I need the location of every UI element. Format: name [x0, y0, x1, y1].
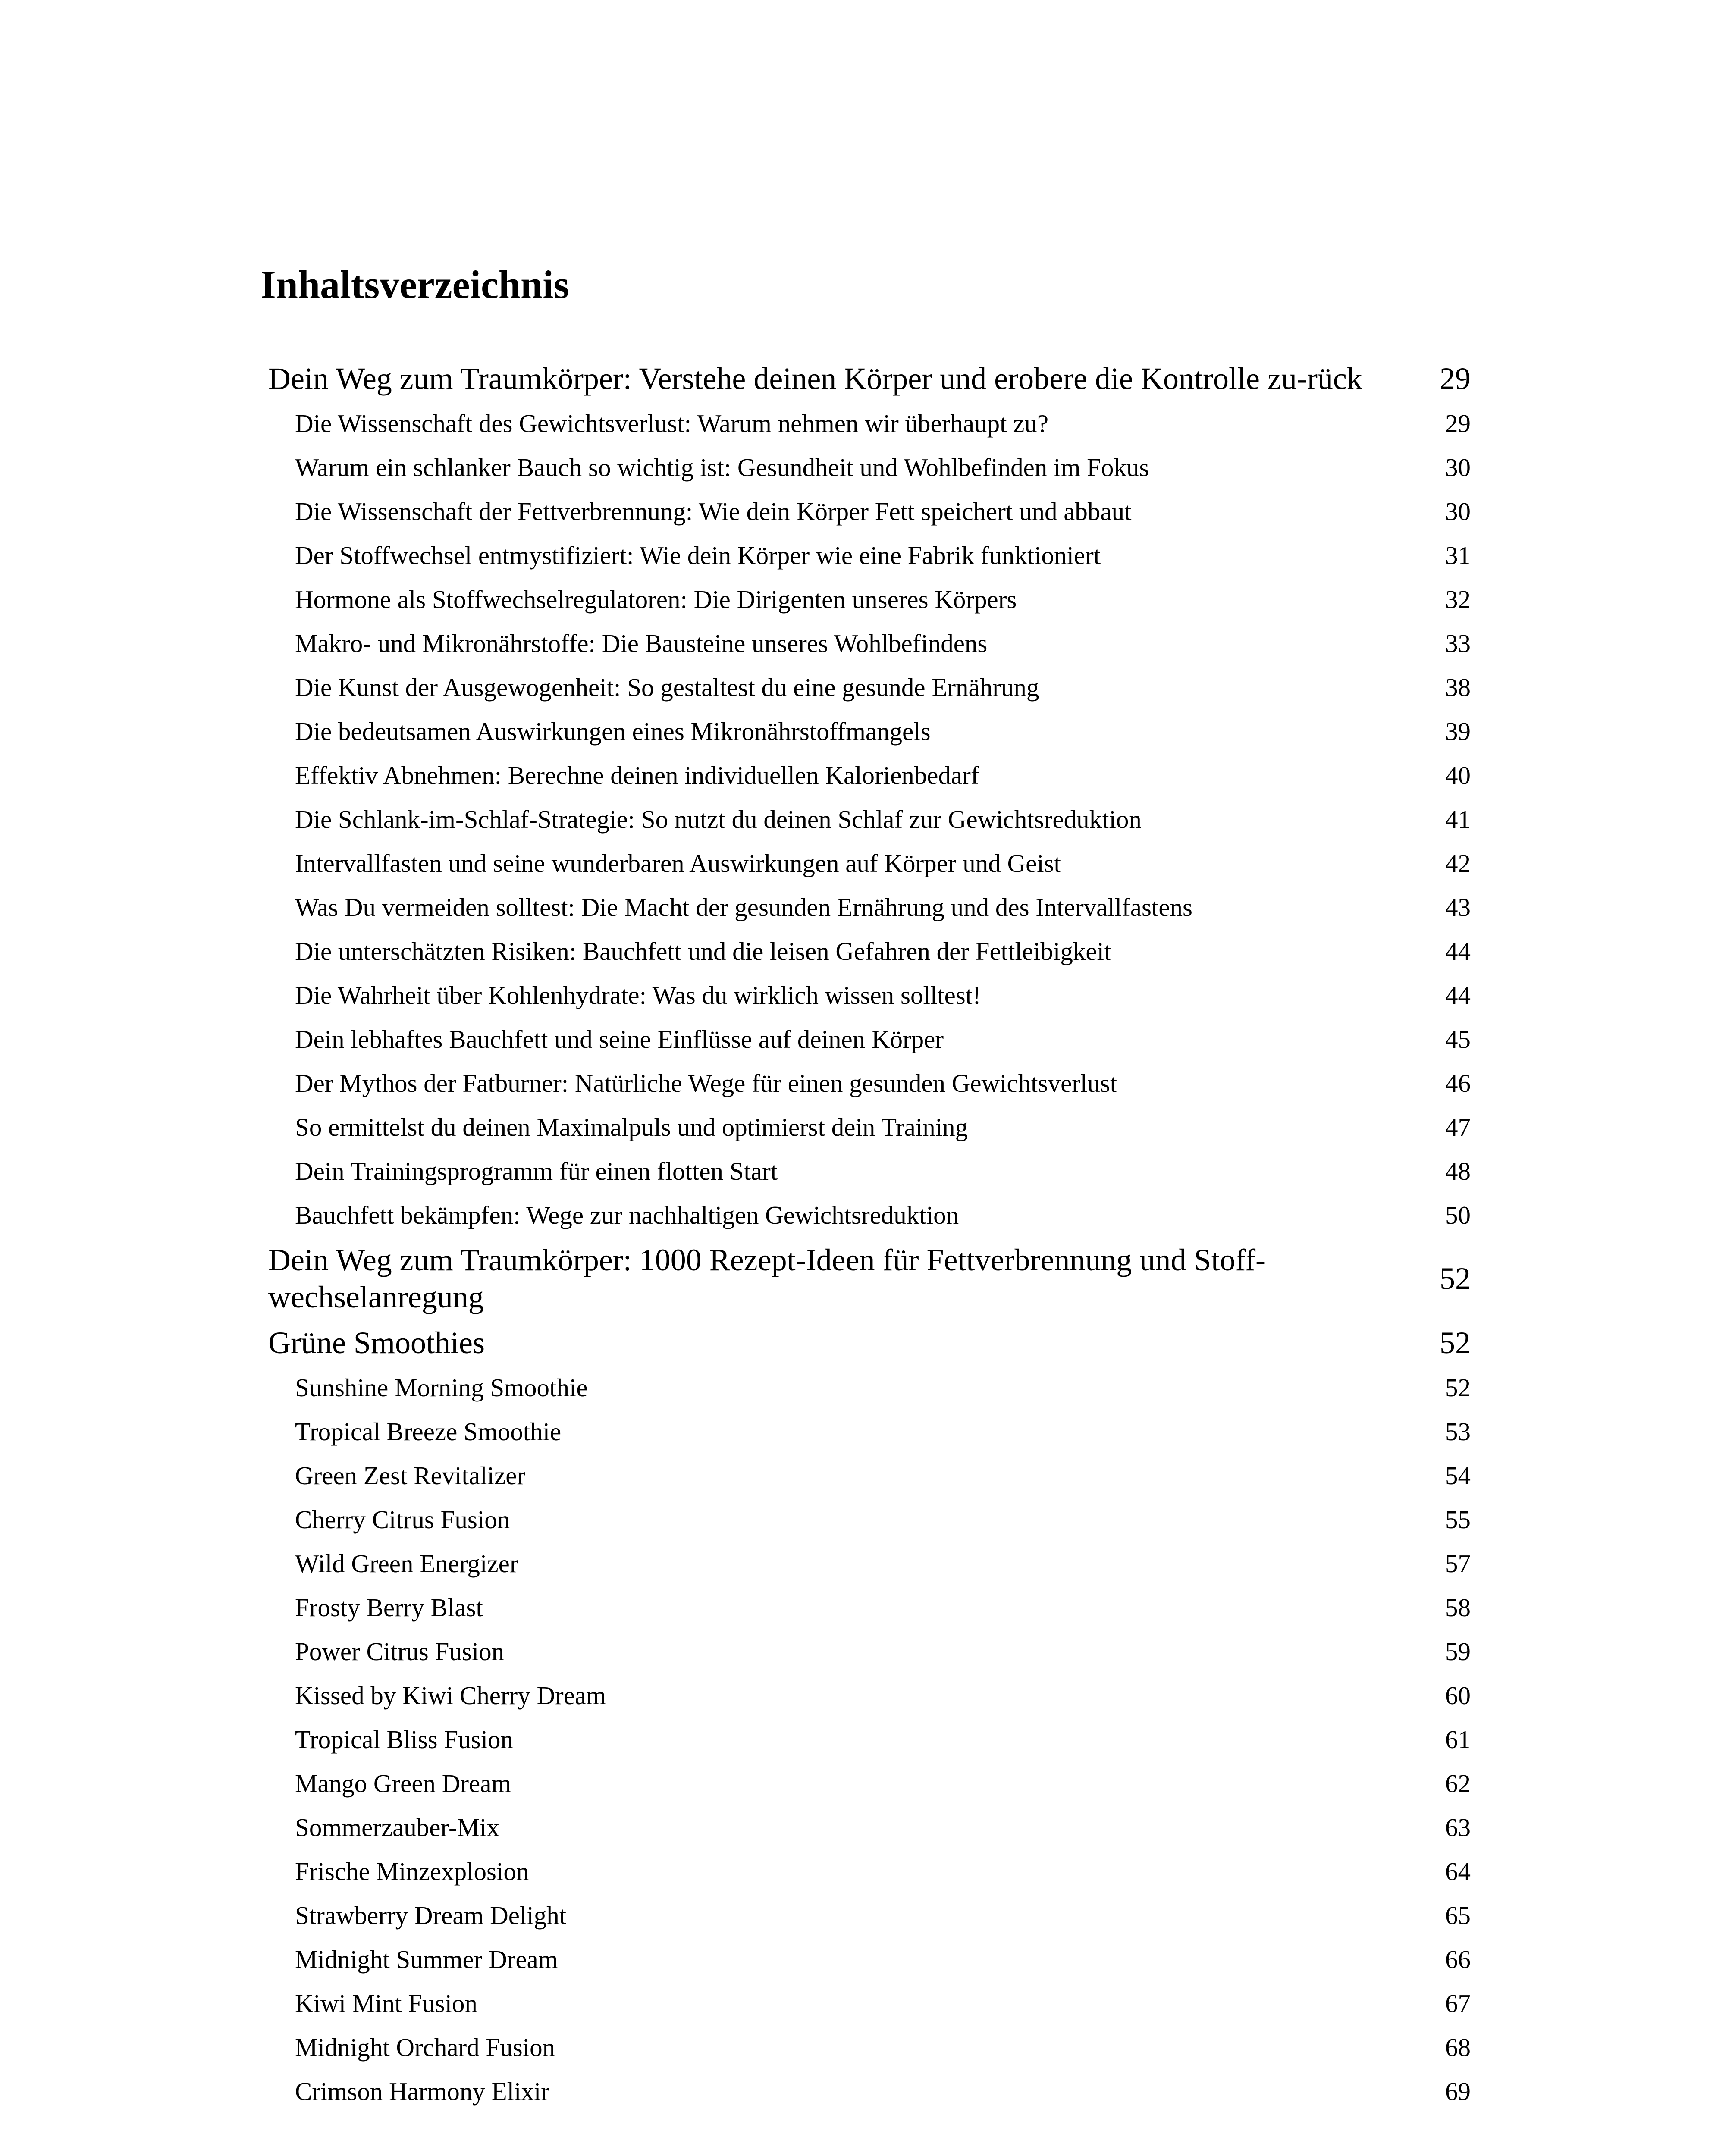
toc-entry-page: 52	[1440, 1326, 1471, 1360]
toc-entry-page: 67	[1445, 1989, 1471, 2018]
toc-section-entry[interactable]	[268, 577, 1471, 621]
toc-entry-page: 29	[1440, 361, 1471, 396]
toc-entry-title: Was Du vermeiden solltest: Die Macht der gesunden Ernährung und des Intervallfastens	[295, 893, 1192, 921]
toc-entry-page: 29	[1445, 409, 1471, 438]
toc-entry-title: Die bedeutsamen Auswirkungen eines Mikronährstoffmangels	[295, 717, 931, 746]
toc-section-entry[interactable]	[268, 753, 1471, 797]
toc-entry-page: 44	[1445, 937, 1471, 965]
toc-chapter-entry[interactable]	[268, 1320, 1471, 1366]
toc-entry-page: 54	[1445, 1461, 1471, 1490]
toc-section-entry[interactable]	[268, 841, 1471, 885]
toc-section-entry[interactable]	[268, 1673, 1471, 1717]
toc-entry-page: 53	[1445, 1417, 1471, 1446]
toc-entry-title: Crimson Harmony Elixir	[295, 2077, 549, 2106]
toc-section-entry[interactable]	[268, 2025, 1471, 2069]
toc-heading: Inhaltsverzeichnis	[260, 263, 569, 307]
toc-entry-title: Die Wissenschaft des Gewichtsverlust: Warum nehmen wir überhaupt zu?	[295, 409, 1049, 438]
toc-entry-title: Mango Green Dream	[295, 1769, 511, 1798]
toc-section-entry[interactable]	[268, 1149, 1471, 1193]
toc-section-entry[interactable]	[268, 929, 1471, 973]
toc-entry-page: 68	[1445, 2033, 1471, 2062]
toc-section-entry[interactable]	[268, 1586, 1471, 1630]
toc-entry-title: Dein Trainingsprogramm für einen flotten Start	[295, 1157, 778, 1185]
toc-section-entry[interactable]	[268, 885, 1471, 929]
toc-entry-title: Wild Green Energizer	[295, 1549, 518, 1578]
toc-chapter-entry[interactable]	[268, 356, 1471, 401]
toc-entry-page: 47	[1445, 1113, 1471, 1141]
toc-entry-page: 38	[1445, 673, 1471, 702]
toc-section-entry[interactable]	[268, 2069, 1471, 2113]
toc-entry-page: 63	[1445, 1813, 1471, 1842]
toc-section-entry[interactable]	[268, 1981, 1471, 2025]
toc-entry-page: 41	[1445, 805, 1471, 834]
toc-chapter-entry[interactable]	[268, 1237, 1471, 1320]
toc-entry-page: 43	[1445, 893, 1471, 921]
toc-section-entry[interactable]	[268, 1410, 1471, 1454]
toc-section-entry[interactable]	[268, 709, 1471, 753]
toc-entry-title: Cherry Citrus Fusion	[295, 1505, 510, 1534]
toc-entry-title: Tropical Bliss Fusion	[295, 1725, 513, 1754]
toc-entry-title: Kissed by Kiwi Cherry Dream	[295, 1681, 606, 1710]
toc-section-entry[interactable]	[268, 621, 1471, 665]
toc-entry-title: Dein Weg zum Traumkörper: 1000 Rezept-Ideen für Fettverbrennung und Stoff-wechselanregung	[268, 1243, 1266, 1314]
toc-entry-page: 60	[1445, 1681, 1471, 1710]
toc-section-entry[interactable]	[268, 665, 1471, 709]
toc-section-entry[interactable]	[268, 973, 1471, 1017]
toc-section-entry[interactable]	[268, 1498, 1471, 1542]
toc-entry-title: Makro- und Mikronährstoffe: Die Bausteine unseres Wohlbefindens	[295, 629, 988, 658]
toc-entry-title: Warum ein schlanker Bauch so wichtig ist: Gesundheit und Wohlbefinden im Fokus	[295, 453, 1149, 482]
toc-entry-page: 62	[1445, 1769, 1471, 1798]
toc-entry-title: Midnight Orchard Fusion	[295, 2033, 555, 2062]
toc-section-entry[interactable]	[268, 1630, 1471, 1673]
toc-entry-title: Dein lebhaftes Bauchfett und seine Einflüsse auf deinen Körper	[295, 1025, 944, 1053]
toc-entry-page: 39	[1445, 717, 1471, 746]
toc-entry-page: 58	[1445, 1593, 1471, 1622]
toc-section-entry[interactable]	[268, 1761, 1471, 1805]
toc-entry-title: Grüne Smoothies	[268, 1326, 485, 1360]
toc-entry-title: Dein Weg zum Traumkörper: Verstehe deinen Körper und erobere die Kontrolle zu-rück	[268, 361, 1362, 396]
toc-section-entry[interactable]	[268, 445, 1471, 489]
toc-entry-title: Hormone als Stoffwechselregulatoren: Die Dirigenten unseres Körpers	[295, 585, 1017, 614]
toc-entry-page: 57	[1445, 1549, 1471, 1578]
toc-entry-title: So ermittelst du deinen Maximalpuls und optimierst dein Training	[295, 1113, 968, 1141]
toc-entry-title: Sommerzauber-Mix	[295, 1813, 499, 1842]
toc-section-entry[interactable]	[268, 1805, 1471, 1849]
toc-entry-page: 61	[1445, 1725, 1471, 1754]
toc-section-entry[interactable]	[268, 401, 1471, 445]
toc-section-entry[interactable]	[268, 1849, 1471, 1893]
toc-entry-title: Effektiv Abnehmen: Berechne deinen individuellen Kalorienbedarf	[295, 761, 979, 790]
toc-entry-page: 42	[1445, 849, 1471, 877]
toc-entry-title: Power Citrus Fusion	[295, 1637, 505, 1666]
toc-entry-page: 59	[1445, 1637, 1471, 1666]
toc-entry-title: Der Stoffwechsel entmystifiziert: Wie dein Körper wie eine Fabrik funktioniert	[295, 541, 1101, 570]
toc-entry-page: 40	[1445, 761, 1471, 790]
toc-section-entry[interactable]	[268, 1542, 1471, 1586]
toc-entry-title: Midnight Summer Dream	[295, 1945, 558, 1974]
toc-entry-title: Tropical Breeze Smoothie	[295, 1417, 562, 1446]
toc-section-entry[interactable]	[268, 1893, 1471, 1937]
toc-entry-page: 44	[1445, 981, 1471, 1009]
toc-entry-page: 66	[1445, 1945, 1471, 1974]
toc-section-entry[interactable]	[268, 797, 1471, 841]
toc-entry-page: 46	[1445, 1069, 1471, 1097]
toc-section-entry[interactable]	[268, 1937, 1471, 1981]
toc-entry-title: Intervallfasten und seine wunderbaren Auswirkungen auf Körper und Geist	[295, 849, 1061, 877]
toc-section-entry[interactable]	[268, 1366, 1471, 1410]
toc-entry-title: Die Kunst der Ausgewogenheit: So gestaltest du eine gesunde Ernährung	[295, 673, 1039, 702]
toc-entry-page: 69	[1445, 2077, 1471, 2106]
toc-entry-title: Bauchfett bekämpfen: Wege zur nachhaltigen Gewichtsreduktion	[295, 1201, 959, 1229]
toc-section-entry[interactable]	[268, 1454, 1471, 1498]
toc-entry-page: 30	[1445, 497, 1471, 526]
toc-entry-page: 55	[1445, 1505, 1471, 1534]
toc-section-entry[interactable]	[268, 1017, 1471, 1061]
toc-entry-title: Sunshine Morning Smoothie	[295, 1373, 588, 1402]
toc-entry-page: 50	[1445, 1201, 1471, 1229]
toc-entry-page: 31	[1445, 541, 1471, 570]
toc-entry-title: Green Zest Revitalizer	[295, 1461, 526, 1490]
toc-entry-title: Der Mythos der Fatburner: Natürliche Wege für einen gesunden Gewichtsverlust	[295, 1069, 1117, 1097]
toc-entry-title: Die Wissenschaft der Fettverbrennung: Wie dein Körper Fett speichert und abbaut	[295, 497, 1132, 526]
toc-entry-page: 33	[1445, 629, 1471, 658]
toc-section-entry[interactable]	[268, 1193, 1471, 1237]
toc-entry-page: 52	[1445, 1373, 1471, 1402]
toc-entry-title: Kiwi Mint Fusion	[295, 1989, 477, 2018]
toc-section-entry[interactable]	[268, 1105, 1471, 1149]
toc-entry-page: 64	[1445, 1857, 1471, 1886]
toc-entry-page: 65	[1445, 1901, 1471, 1930]
toc-entry-title: Strawberry Dream Delight	[295, 1901, 567, 1930]
toc-entry-title: Frosty Berry Blast	[295, 1593, 483, 1622]
toc-entry-page: 30	[1445, 453, 1471, 482]
toc-section-entry[interactable]	[268, 489, 1471, 533]
toc-entry-page: 48	[1445, 1157, 1471, 1185]
toc-entry-title: Frische Minzexplosion	[295, 1857, 529, 1886]
toc-section-entry[interactable]	[268, 533, 1471, 577]
toc-entry-title: Die Wahrheit über Kohlenhydrate: Was du wirklich wissen solltest!	[295, 981, 981, 1009]
toc-entry-page: 52	[1440, 1261, 1471, 1296]
toc-section-entry[interactable]	[268, 1717, 1471, 1761]
table-of-contents	[268, 356, 1471, 2113]
toc-section-entry[interactable]	[268, 1061, 1471, 1105]
toc-entry-title: Die Schlank-im-Schlaf-Strategie: So nutzt du deinen Schlaf zur Gewichtsreduktion	[295, 805, 1142, 834]
toc-entry-title: Die unterschätzten Risiken: Bauchfett und die leisen Gefahren der Fettleibigkeit	[295, 937, 1111, 965]
toc-entry-page: 45	[1445, 1025, 1471, 1053]
toc-entry-page: 32	[1445, 585, 1471, 614]
